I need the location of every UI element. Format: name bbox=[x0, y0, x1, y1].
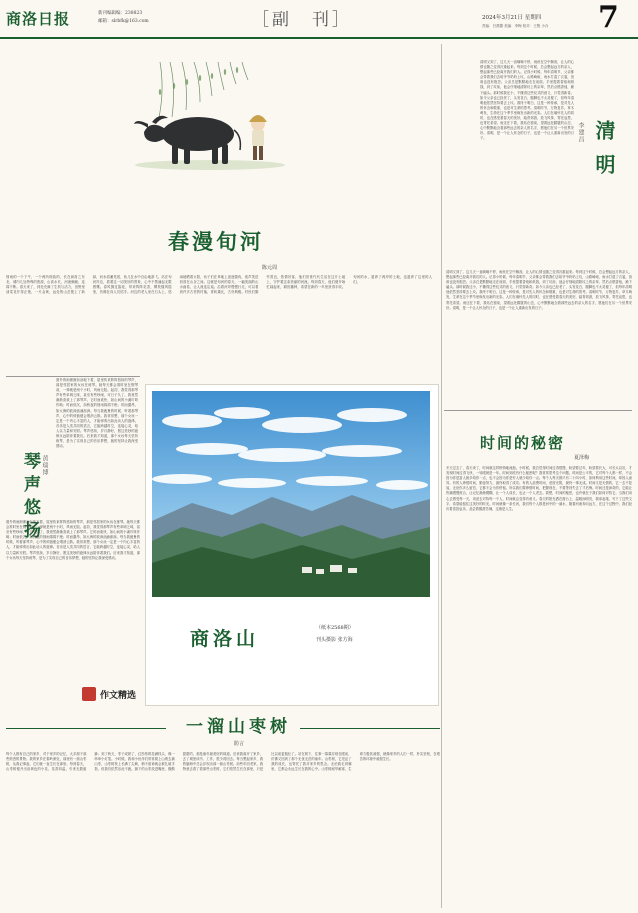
qinsheng-body: 窗外的雨淅淅沥沥地下着，屋里传来阵阵悠扬的琴声，那是邻居家的女孩在练琴。她每天都会准时坐在钢琴前，一弹就是两个小时，风雨无阻。起初，我觉得那琴声有些单调乏味，甚至有些吵闹，可日子久了，我竟然渐渐喜欢上了那琴声。它时而欢快，如山间的小溪叮咚作响；时而低沉，如秋夜的细雨绵绵不绝；时而激昂，如大海的波涛汹涌澎湃。每当我疲惫的时候，听着那琴声，心中的烦恼便会烟消云散。我常常想，那个女孩一定是一个内心丰富的人，才能弹奏出如此动人的旋律。音乐是人类共同的语言，它能跨越时空，连接心灵，给人以力量和安慰。琴声悠扬，岁月静好，愿这美妙的旋律永远陪伴着我们。后来我才知道，那个女孩每天坚持练琴，是为了实现自己的音乐梦想，她的坚持让我深受感动。 bbox=[6, 520, 140, 560]
shijian-author: 夏泽梅 bbox=[574, 455, 590, 461]
pencil-icon bbox=[82, 687, 96, 701]
shangluoshan-photo bbox=[152, 391, 430, 597]
chunman-body: 细雨的一个下午，一个两所细致的，长在商洛之东北，城内几处特殊的资源，山高水长，河流蜿蜒，连绵不断。春天来了，到处充满了生机与活力，田野里油菜花开得正艳，一片金黄，远处的山峦披上了新绿，河水清澈见底，鱼儿在水中自由地游弋。站在旬河岸边，看着这一切美好的景象，心中不禁涌起无限感慨。春风拂过脸庞，带来阵阵花香，柳枝随风摇曳，仿佛在向人们招手。河边的老人坐在石头上，悠闲地晒着太阳，孩子们在草地上追逐嬉戏，欢声笑语回荡在山谷之间。这就是旬河的春天，一幅美丽的山水画卷，让人流连忘返。沿着河岸慢慢行走，可以看到许多古老的村落，青砖黛瓦，古朴典雅。村民们勤劳善良，热情好客，他们世世代代生活在这片土地上，守护着这条美丽的河流。每到春天，他们便开始忙碌起来，耕田播种，希望在新的一年里获得丰收。旬河的水，滋养了两岸的土地，也滋养了这里的人们。 bbox=[6, 275, 432, 295]
masthead-logo: 商洛日报 bbox=[6, 10, 71, 28]
section-title: ［副 刊］ bbox=[252, 10, 352, 30]
shangluoshan-caption: （纸本2568期） bbox=[316, 625, 354, 631]
shijian-body: 冬天过去了，春天来了，时间就这样悄悄地流逝。小时候，我总觉得时间过得很慢，盼望着过年，盼望着长大，可长大以后，才发现时间过得飞快，一转眼就是一年。时间到底有什么秘密呢？我常常思考这个问题。时间是公平的，它对每个人都一样，不会因为你是富人就多给你一点，也不会因为你是穷人就少给你一点。每个人每天都只有二十四小时，如何利用这些时间，却因人而异。有的人珍惜时间，勤奋努力，最终取得了成功；有的人浪费时间，虚度光阴，最终一事无成。时间又是无情的，它一去不复返，无论你多么留恋，它都不会为你停留。所以我们要珍惜时间，把握现在，不要等到失去了才后悔。时间还是神奇的，它能让伤痛慢慢愈合，让记忆渐渐模糊，让一个人成长，也让一个人老去。我想，时间的秘密，也许就在于我们如何对待它。当我们用心去感受每一天，用爱去对待每一个人，时间就会变得有意义。春天的阳光洒在窗台上，温暖而明亮，我拿起笔，写下了这些文字，希望能留住这美好的时光。时间就像一条长河，我们每个人都是河中的一滴水，随着河流奔向远方，在这个过程中，我们经历着喜怒哀乐，品尝着酸甜苦辣，这就是人生。 bbox=[446, 466, 632, 511]
issue-date: 2024年3月21日 星期四 bbox=[482, 15, 542, 21]
zaoshu-body: 每个人都有自己的家乡，对于家乡的记忆，大多源于那些熟悉的景物。我的家乡在秦岭深处，那里有一溜山枣树，从我记事起，它们就一直生长在那里。每到春天，山枣树便开出淡黄色的小花，花香四溢，引来无数蜜蜂；到了秋天，枣子成熟了，红彤彤的挂满枝头，像一串串小灯笼。小时候，我和小伙伴们常常爬上山坡去摘山枣，山枣树枝上长满了尖刺，稍不留神就会被扎破手指，但我们依然乐此不疲。摘下的山枣放进嘴里，酸酸甜甜的，那是童年最美好的味道。后来我离开了家乡，去了城里读书、工作，很少再回去。每当想起家乡，我的脑海中总会浮现出那一溜山枣树。前些年回老家，我特意去看了看那些山枣树，它们依然生长在那里，只是比以前更粗壮了。站在树下，往事一幕幕浮现在眼前，仿佛又回到了那个无忧无虑的童年。山枣树，它见证了我的成长，也寄托了我对家乡的思念。无论我走到哪里，它都会永远生长在我的心中。山枣树耐旱耐寒，生命力极其顽强，就像家乡的人们一样，朴实坚韧，在艰苦的环境中顽强生长。 bbox=[6, 752, 440, 772]
zuowen-label: 作文精选 bbox=[100, 691, 137, 701]
zaoshu-rule-right bbox=[300, 728, 440, 729]
qingming-body: 清明又到了，这几天一直嘀嘀不停，雨丝在空中飘荡，让人的心情也随之变得沉重起来。每到这个时候，总会想起远方的亲人，想起那些已经离开我们的人。记得小时候，每年清明节，父亲都会带着我们去给爷爷奶奶上坟，山路崎岖，雨水打湿了衣裳，但谁也没有抱怨。父亲总是默默地走在前面，手里提着香烛和纸钱，到了坟前，他会仔细地清除坟上的杂草，然后点燃香烛，跪下磕头。那时候我还小，不懂得这些仪式的意义，只觉得新奇。如今父亲也已经老了，头发花白，腿脚也不太灵便了，但每年清明他依然坚持要去上坟。我终于明白，这是一种传承，是对先人的怀念和敬重，也是对生命的思考。清明时节，万物复苏，草木萌发，生命在这个季节里焕发出新的光彩。人们在缅怀先人的同时，也在感受着春天的美好，踏青郊游，放飞风筝，寄托哀思，也寄托希望。雨还在下着，我站在窗前，望着远处朦胧的山峦，心中默默地念着那些远去的亲人的名字，愿他们在另一个世界安好。清明，是一个让人怀念的日子，也是一个让人重新出发的日子。 bbox=[480, 60, 574, 141]
shijian-title: 时间的秘密 bbox=[480, 434, 566, 452]
shangluoshan-photographer: 刊头摄影 张方海 bbox=[316, 637, 353, 643]
page-number: 7 bbox=[598, 0, 619, 35]
shangluoshan-title: 商洛山 bbox=[190, 628, 260, 650]
qingming-title: 清明 bbox=[592, 120, 616, 188]
qinsheng-body-upper: 窗外的雨淅淅沥沥地下着，屋里传来阵阵悠扬的琴声，那是邻居家的女孩在练琴。她每天都会准时坐在钢琴前，一弹就是两个小时，风雨无阻。起初，我觉得那琴声有些单调乏味，甚至有些吵闹，可日子久了，我竟然渐渐喜欢上了那琴声。它时而欢快，如山间的小溪叮咚作响；时而低沉，如秋夜的细雨绵绵不绝；时而激昂，如大海的波涛汹涌澎湃。每当我疲惫的时候，听着那琴声，心中的烦恼便会烟消云散。我常常想，那个女孩一定是一个内心丰富的人，才能弹奏出如此动人的旋律。音乐是人类共同的语言，它能跨越时空，连接心灵，给人以力量和安慰。琴声悠扬，岁月静好，愿这美妙的旋律永远陪伴着我们。后来我才知道，那个女孩每天坚持练琴，是为了实现自己的音乐梦想，她的坚持让我深受感动。 bbox=[56, 378, 138, 449]
zuowen-badge bbox=[82, 686, 142, 704]
qingming-body-lower: 清明又到了，这几天一直嘀嘀不停，雨丝在空中飘荡，让人的心情也随之变得沉重起来。每到这个时候，总会想起远方的亲人，想起那些已经离开我们的人。记得小时候，每年清明节，父亲都会带着我们去给爷爷奶奶上坟，山路崎岖，雨水打湿了衣裳，但谁也没有抱怨。父亲总是默默地走在前面，手里提着香烛和纸钱，到了坟前，他会仔细地清除坟上的杂草，然后点燃香烛，跪下磕头。那时候我还小，不懂得这些仪式的意义，只觉得新奇。如今父亲也已经老了，头发花白，腿脚也不太灵便了，但每年清明他依然坚持要去上坟。我终于明白，这是一种传承，是对先人的怀念和敬重，也是对生命的思考。清明时节，万物复苏，草木萌发，生命在这个季节里焕发出新的光彩。人们在缅怀先人的同时，也在感受着春天的美好，踏青郊游，放飞风筝，寄托哀思，也寄托希望。雨还在下着，我站在窗前，望着远处朦胧的山峦，心中默默地念着那些远去的亲人的名字，愿他们在另一个世界安好。清明，是一个让人怀念的日子，也是一个让人重新出发的日子。 bbox=[446, 270, 632, 310]
buffalo-illustration bbox=[130, 62, 290, 172]
column-separator-right bbox=[441, 44, 442, 908]
qinsheng-title: 琴声悠扬 bbox=[20, 452, 40, 544]
zaoshu-title: 一溜山枣树 bbox=[186, 717, 291, 737]
editor-line: 责编：吕燕馨 美编：李梅 校对：王骏 小卉 bbox=[482, 24, 549, 28]
qinsheng-rule bbox=[6, 376, 140, 377]
qingming-author: 李建昌 bbox=[577, 122, 584, 143]
zaoshu-author: 防言 bbox=[234, 741, 245, 747]
chunman-title: 春漫旬河 bbox=[168, 229, 264, 254]
chunman-author: 陈元周 bbox=[262, 265, 278, 271]
masthead-info-2: 邮箱：slrbfk@163.com bbox=[98, 19, 149, 24]
masthead-info-1: 新刊编辑编：238823 bbox=[98, 11, 143, 16]
masthead-rule bbox=[0, 37, 638, 39]
qingming-rule bbox=[444, 410, 632, 411]
masthead bbox=[0, 0, 638, 36]
qinsheng-author: 黄瑞博 bbox=[41, 455, 48, 476]
zaoshu-rule-left bbox=[6, 728, 166, 729]
